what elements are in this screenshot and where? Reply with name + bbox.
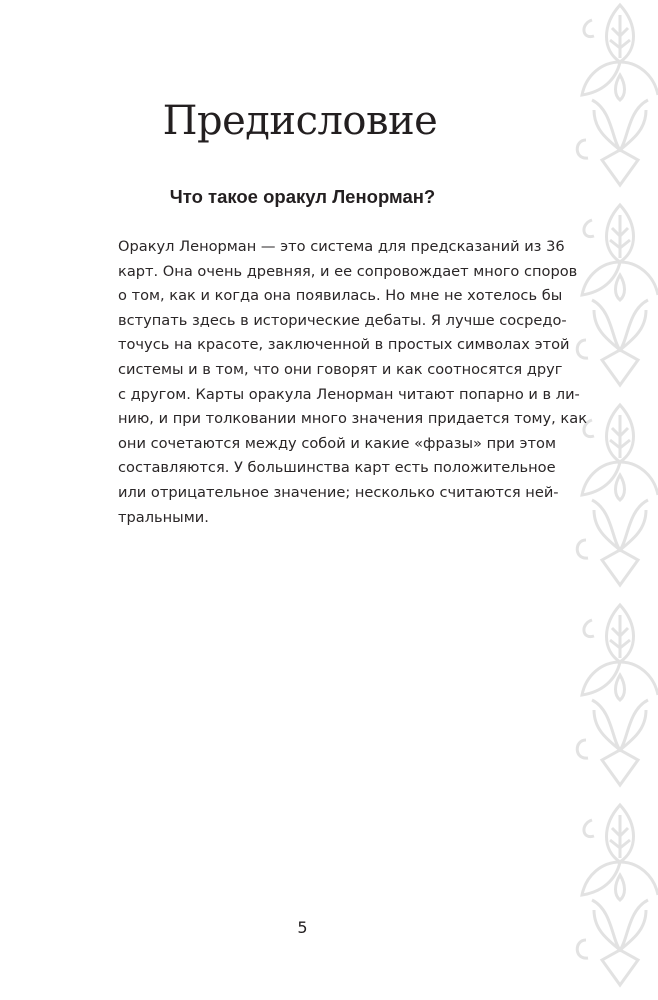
text-line: составляются. У большинства карт есть положительное (118, 459, 556, 477)
text-line: или отрицательное значение; несколько считаются ней- (118, 483, 559, 501)
text-line: системы и в том, что они говорят и как соотносятся друг (118, 360, 563, 378)
floral-border-ornament (572, 0, 658, 1000)
text-line: точусь на красоте, заключенной в простых символах этой (118, 336, 570, 354)
page-title: Предисловие (162, 98, 438, 144)
text-line: о том, как и когда она появилась. Но мне не хотелось бы (118, 287, 563, 305)
text-line: карт. Она очень древняя, и ее сопровождает много споров (118, 262, 578, 280)
text-line: нию, и при толковании много значения придается тому, как (118, 410, 588, 428)
text-line: Оракул Ленорман — это система для предсказаний из 36 (118, 238, 565, 255)
text-line: с другом. Карты оракула Ленорман читают попарно и в ли- (118, 385, 580, 403)
text-line: вступать здесь в исторические дебаты. Я лучше сосредо- (118, 311, 567, 329)
body-paragraph (118, 235, 588, 530)
text-line: они сочетаются между собой и какие «фразы» при этом (118, 434, 556, 452)
text-line: тральными. (118, 508, 209, 526)
page-number: 5 (297, 918, 308, 937)
section-heading: Что такое оракул Ленорман? (169, 186, 436, 207)
